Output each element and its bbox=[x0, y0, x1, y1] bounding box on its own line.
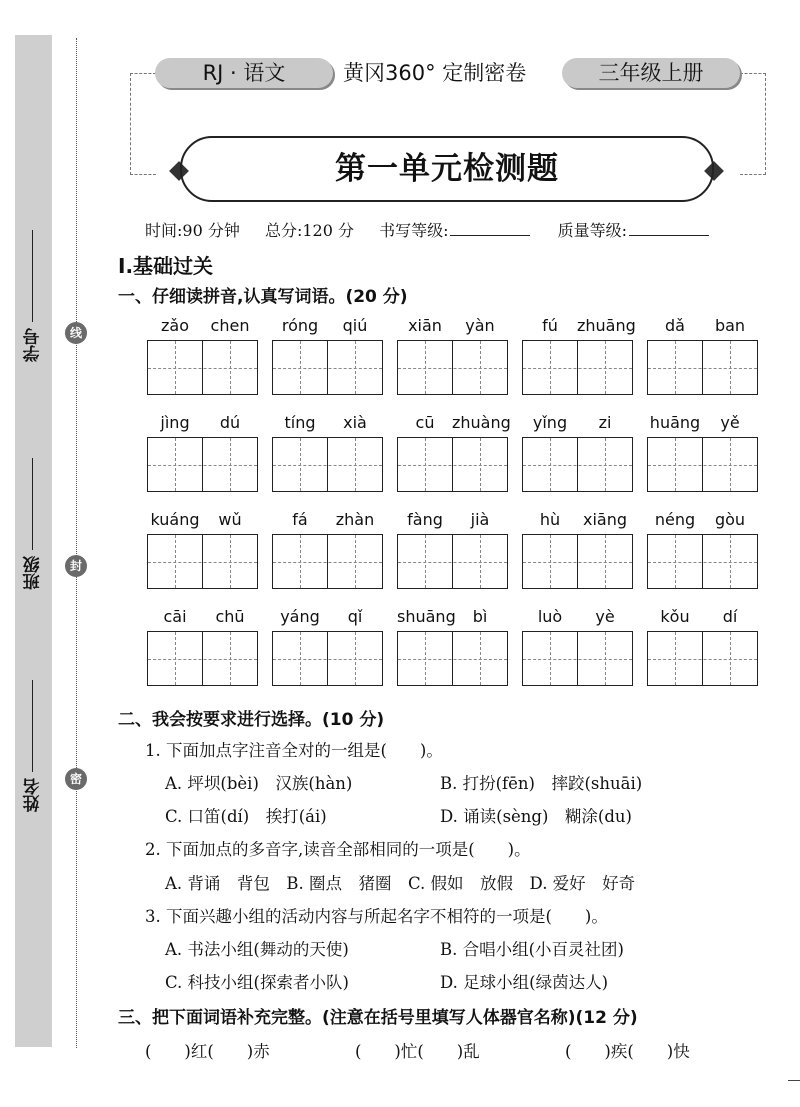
grade-badge: 三年级上册 bbox=[562, 58, 740, 88]
writing-box[interactable] bbox=[522, 534, 633, 589]
name-blank[interactable] bbox=[33, 680, 34, 772]
page-edge-mark bbox=[788, 1080, 800, 1081]
student-number-field[interactable] bbox=[16, 230, 50, 362]
pinyin-label: fá bbox=[292, 510, 308, 529]
pinyin-label: xiān bbox=[408, 316, 442, 335]
writing-grade-blank[interactable] bbox=[450, 221, 530, 236]
student-number-label: 学号 bbox=[23, 328, 44, 362]
cut-line bbox=[76, 38, 77, 1048]
pinyin-label: yáng bbox=[280, 607, 320, 626]
writing-box[interactable] bbox=[147, 534, 258, 589]
pinyin-label: kuáng bbox=[150, 510, 200, 529]
pinyin-label: tíng bbox=[284, 413, 316, 432]
pinyin-label: qǐ bbox=[347, 607, 363, 626]
pinyin-label: zǎo bbox=[161, 316, 189, 335]
question-2-1: 1. 下面加点字注音全对的一组是( )。 bbox=[145, 741, 443, 760]
pinyin-label: xià bbox=[343, 413, 367, 432]
writing-box[interactable] bbox=[647, 437, 758, 492]
q22-options[interactable]: A. 背诵 背包 B. 圈点 猪圈 C. 假如 放假 D. 爱好 好奇 bbox=[165, 874, 636, 893]
class-label: 班级 bbox=[23, 556, 44, 590]
pinyin-label: zhuāng bbox=[577, 316, 636, 335]
pinyin-label: ban bbox=[714, 316, 746, 335]
part-one-heading: Ⅰ.基础过关 bbox=[118, 254, 214, 278]
pinyin-label: fàng bbox=[407, 510, 443, 529]
seal-mark-mi: 密 bbox=[65, 768, 87, 790]
q21-option-d[interactable]: D. 诵读(sèng) 糊涂(du) bbox=[440, 807, 632, 826]
q21-option-a[interactable]: A. 坪坝(bèi) 汉族(hàn) bbox=[165, 774, 353, 793]
pinyin-label: dí bbox=[722, 607, 738, 626]
pinyin-label: bì bbox=[472, 607, 488, 626]
q23-option-d[interactable]: D. 足球小组(绿茵达人) bbox=[440, 973, 609, 992]
pinyin-label: fú bbox=[542, 316, 558, 335]
pinyin-label: huāng bbox=[649, 413, 701, 432]
fill-item-2[interactable]: ( )忙( )乱 bbox=[355, 1042, 480, 1061]
q21-option-b[interactable]: B. 打扮(fēn) 摔跤(shuāi) bbox=[440, 774, 643, 793]
pinyin-label: chū bbox=[215, 607, 245, 626]
writing-box[interactable] bbox=[647, 340, 758, 395]
question-2-3: 3. 下面兴趣小组的活动内容与所起名字不相符的一项是( )。 bbox=[145, 907, 608, 926]
fill-item-3[interactable]: ( )疾( )快 bbox=[565, 1042, 690, 1061]
class-blank[interactable] bbox=[33, 458, 34, 550]
writing-box[interactable] bbox=[147, 631, 258, 686]
class-field[interactable] bbox=[16, 458, 50, 590]
pinyin-label: shuāng bbox=[397, 607, 456, 626]
exam-info bbox=[145, 218, 729, 241]
pinyin-label: yǐng bbox=[532, 413, 568, 432]
pinyin-label: dú bbox=[219, 413, 241, 432]
time-info: 时间:90 分钟 bbox=[145, 221, 240, 240]
pinyin-label: cāi bbox=[163, 607, 187, 626]
subject-badge: RJ · 语文 bbox=[155, 58, 333, 88]
pinyin-label: zi bbox=[598, 413, 612, 432]
pinyin-label: róng bbox=[281, 316, 319, 335]
writing-box[interactable] bbox=[522, 631, 633, 686]
writing-box[interactable] bbox=[522, 437, 633, 492]
writing-box[interactable] bbox=[397, 631, 508, 686]
section-two-heading: 二、我会按要求进行选择。(10 分) bbox=[118, 710, 385, 730]
pinyin-label: néng bbox=[654, 510, 696, 529]
student-number-blank[interactable] bbox=[33, 230, 34, 322]
q23-option-a[interactable]: A. 书法小组(舞动的天使) bbox=[165, 940, 349, 959]
pinyin-label: kǒu bbox=[660, 607, 690, 626]
writing-box[interactable] bbox=[522, 340, 633, 395]
brand-title: 黄冈360° 定制密卷 bbox=[343, 61, 527, 85]
pinyin-label: yè bbox=[595, 607, 615, 626]
quality-grade-blank[interactable] bbox=[629, 221, 709, 236]
pinyin-label: dǎ bbox=[665, 316, 685, 335]
pinyin-label: zhàn bbox=[335, 510, 375, 529]
name-label: 姓名 bbox=[23, 778, 44, 812]
writing-box[interactable] bbox=[272, 340, 383, 395]
writing-box[interactable] bbox=[397, 534, 508, 589]
pinyin-label: yě bbox=[720, 413, 740, 432]
score-info: 总分:120 分 bbox=[264, 221, 354, 240]
header-bracket-right bbox=[740, 73, 766, 175]
writing-box[interactable] bbox=[272, 534, 383, 589]
q21-option-c[interactable]: C. 口笛(dí) 挨打(ái) bbox=[165, 807, 327, 826]
writing-box[interactable] bbox=[147, 437, 258, 492]
pinyin-label: zhuàng bbox=[452, 413, 511, 432]
writing-grade-label: 书写等级: bbox=[379, 221, 449, 240]
seal-mark-xian: 线 bbox=[65, 322, 87, 344]
pinyin-label: chen bbox=[210, 316, 250, 335]
pinyin-label: xiāng bbox=[582, 510, 627, 529]
page-title: 第一单元检测题 bbox=[180, 136, 714, 202]
header-bracket-left bbox=[130, 73, 156, 175]
fill-item-1[interactable]: ( )红( )赤 bbox=[145, 1042, 270, 1061]
pinyin-label: luò bbox=[537, 607, 563, 626]
writing-box[interactable] bbox=[272, 631, 383, 686]
quality-grade-label: 质量等级: bbox=[557, 221, 627, 240]
writing-box[interactable] bbox=[397, 340, 508, 395]
name-field[interactable] bbox=[16, 680, 50, 812]
pinyin-label: jìng bbox=[160, 413, 190, 432]
pinyin-label: yàn bbox=[465, 316, 495, 335]
q23-option-c[interactable]: C. 科技小组(探索者小队) bbox=[165, 973, 349, 992]
writing-box[interactable] bbox=[647, 631, 758, 686]
pinyin-label: cū bbox=[415, 413, 435, 432]
pinyin-label: wǔ bbox=[218, 510, 242, 529]
pinyin-label: hù bbox=[539, 510, 561, 529]
pinyin-label: jià bbox=[470, 510, 490, 529]
writing-box[interactable] bbox=[397, 437, 508, 492]
writing-box[interactable] bbox=[147, 340, 258, 395]
question-2-2: 2. 下面加点的多音字,读音全部相同的一项是( )。 bbox=[145, 840, 531, 859]
pinyin-label: gòu bbox=[714, 510, 746, 529]
writing-box[interactable] bbox=[647, 534, 758, 589]
section-one-heading: 一、仔细读拼音,认真写词语。(20 分) bbox=[118, 287, 408, 307]
q23-option-b[interactable]: B. 合唱小组(小百灵社团) bbox=[440, 940, 624, 959]
section-three-heading: 三、把下面词语补充完整。(注意在括号里填写人体器官名称)(12 分) bbox=[118, 1008, 638, 1028]
seal-mark-feng: 封 bbox=[65, 555, 87, 577]
writing-box[interactable] bbox=[272, 437, 383, 492]
pinyin-label: qiú bbox=[342, 316, 368, 335]
